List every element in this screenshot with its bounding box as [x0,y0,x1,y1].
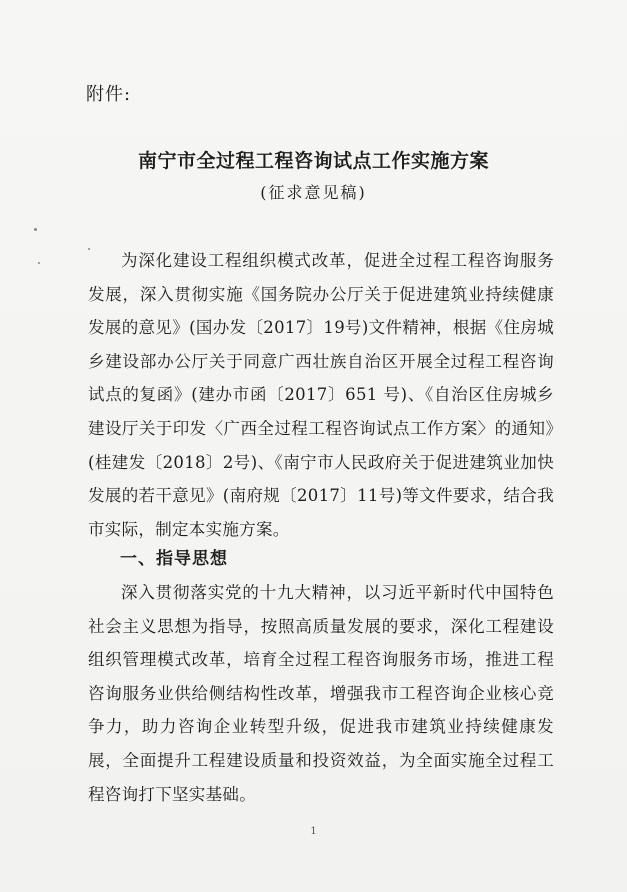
guiding-ideology-paragraph: 深入贯彻落实党的十九大精神，以习近平新时代中国特色社会主义思想为指导，按照高质量发展的要求，深化工程建设组织管理模式改革，培育全过程工程咨询服务市场，推进工程咨询服务业供给侧结构性改革，增强我市工程咨询企业核心竞争力，助力咨询企业转型升级，促进我市建筑业持续健康发展，全面提升工程建设质量和投资效益，为全面实施全过程工程咨询打下坚实基础。 [88,583,554,804]
scan-speck [34,228,37,231]
page-number: 1 [310,826,317,837]
section-heading-guiding-ideology: 一、指导思想 [120,549,228,569]
scan-speck [38,262,40,264]
document-subtitle: (征求意见稿) [260,183,367,202]
attachment-label: 附件: [86,84,132,105]
document-title: 南宁市全过程工程咨询试点工作实施方案 [137,150,489,172]
scan-speck [88,248,90,250]
intro-paragraph: 为深化建设工程组织模式改革，促进全过程工程咨询服务发展，深入贯彻实施《国务院办公厅关于促进建筑业持续健康发展的意见》(国办发〔2017〕19号)文件精神，根据《住房城乡建设部办公厅关于同意广西壮族自治区开展全过程工程咨询试点的复函》(建办市函〔2017〕651 号)、《自治区住房城乡建设厅关于印发〈广西全过程工程咨询试点工作方案〉的通知》(桂建发〔2018〕2号)、《南宁市人民政府关于促进建筑业加快发展的若干意见》(南府规〔2017〕11号)等文件要求，结合我市实际，制定本实施方案。 [88,251,554,539]
